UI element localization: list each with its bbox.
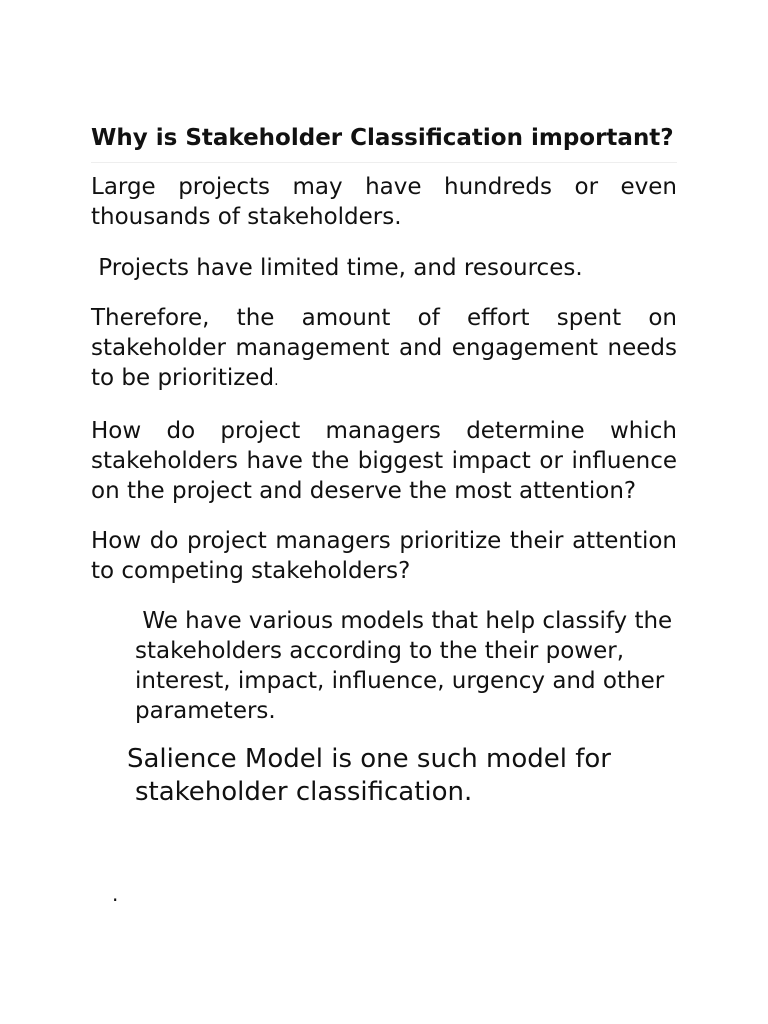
paragraph-various-models	[135, 606, 680, 726]
paragraph-large-projects: Large projects may have hundreds or even thousands of stakeholders.	[91, 174, 677, 230]
paragraph-various-models-text: We have various models that help classify the stakeholders according to the their power, interest, impact, influence, urgency and other parameters.	[135, 608, 680, 724]
trailing-bullet: .	[112, 882, 119, 906]
document-page	[91, 123, 680, 809]
paragraph-prioritized-period: .	[274, 373, 279, 389]
paragraph-prioritized	[91, 303, 677, 396]
salience-line-1: Salience Model is one such model for	[127, 744, 611, 774]
document-title: Why is Stakeholder Classification important?	[91, 123, 677, 163]
paragraph-competing-stakeholders: How do project managers prioritize their attention to competing stakeholders?	[91, 528, 677, 584]
paragraph-salience-model	[127, 743, 677, 809]
paragraph-determine-impact: How do project managers determine which stakeholders have the biggest impact or influence on the project and deserve the most attention?	[91, 418, 677, 504]
paragraph-limited-time	[91, 253, 677, 283]
paragraph-limited-time-text: Projects have limited time, and resources.	[91, 255, 583, 281]
paragraph-prioritized-text: Therefore, the amount of effort spent on stakeholder management and engagement needs to be prioritized	[91, 305, 677, 391]
salience-line-2: stakeholder classification.	[135, 777, 473, 807]
